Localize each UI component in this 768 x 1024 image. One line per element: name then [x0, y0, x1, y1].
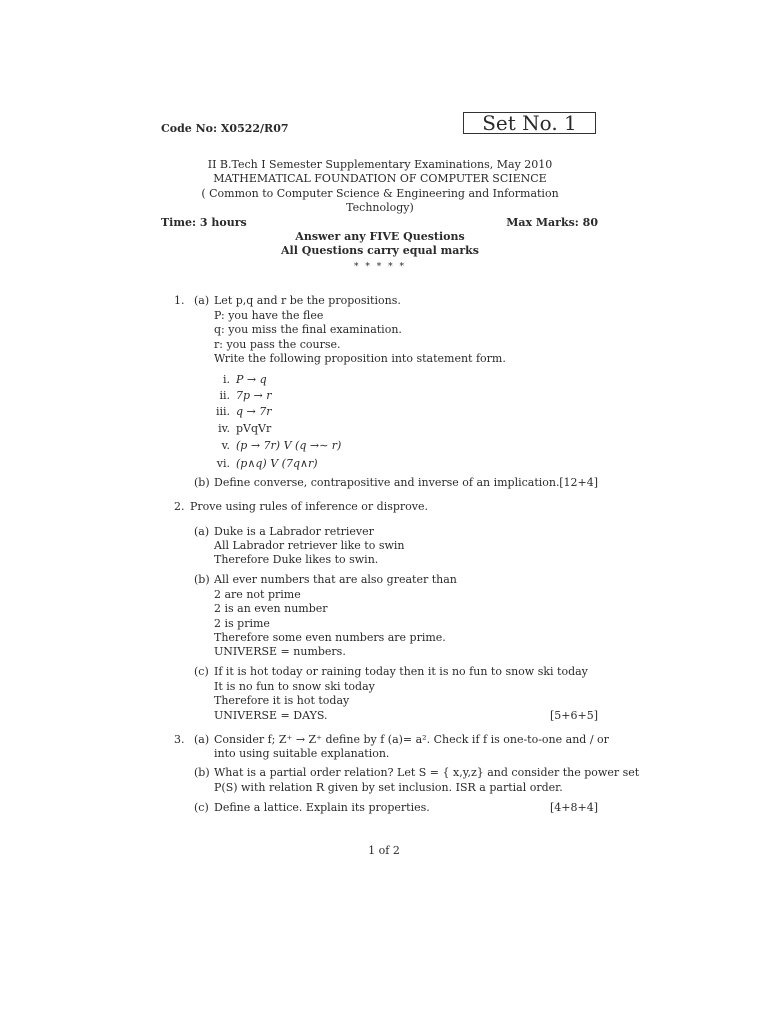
q2b-line: 2 is an even number [214, 602, 328, 615]
q2b-line: 2 are not prime [214, 588, 301, 601]
q1-item-text: P → q [236, 373, 267, 386]
q1b-label: (b) [194, 476, 210, 489]
q1-marks: [12+4] [559, 476, 598, 489]
subject-title: MATHEMATICAL FOUNDATION OF COMPUTER SCIENCE [213, 172, 547, 185]
q2c-line: Therefore it is hot today [214, 694, 350, 707]
q2b-line: Therefore some even numbers are prime. [214, 631, 446, 644]
q2c-label: (c) [194, 665, 209, 678]
instruction-equal-marks: All Questions carry equal marks [281, 244, 479, 257]
q2-intro: Prove using rules of inference or disprove. [190, 500, 429, 513]
max-marks: Max Marks: 80 [506, 216, 598, 229]
page-number: 1 of 2 [368, 844, 400, 857]
q2b-line: All ever numbers that are also greater than [214, 573, 457, 586]
q1a-line: P: you have the flee [214, 309, 324, 322]
q2c-line: UNIVERSE = DAYS. [214, 709, 328, 722]
q1a-line: Write the following proposition into statement form. [214, 352, 506, 365]
q3a-line: Consider f; Z⁺ → Z⁺ define by f (a)= a². Check if f is one-to-one and / or [214, 733, 609, 746]
q2b-label: (b) [194, 573, 210, 586]
q2c-line: It is no fun to snow ski today [214, 680, 375, 693]
q1a-label: (a) [194, 294, 210, 307]
instruction-answer: Answer any FIVE Questions [295, 230, 465, 243]
q1-item-text: 7p → r [236, 389, 272, 402]
code-number: Code No: X0522/R07 [161, 122, 289, 135]
time-allowed: Time: 3 hours [161, 216, 247, 229]
common-line-1: ( Common to Computer Science & Engineering and Information [201, 187, 559, 200]
q1-item-text: (p → 7r) V (q →∼ r) [236, 439, 342, 452]
q2a-line: All Labrador retriever like to swin [214, 539, 405, 552]
q2a-line: Duke is a Labrador retriever [214, 525, 374, 538]
q1-item-text: q → 7r [236, 405, 272, 418]
q1-item-label: iii. [215, 405, 230, 418]
q1-item-label: vi. [216, 457, 230, 470]
common-line-2: Technology) [346, 201, 414, 214]
q2-number: 2. [174, 500, 185, 513]
q2a-line: Therefore Duke likes to swin. [214, 553, 379, 566]
q3b-label: (b) [194, 766, 210, 779]
q1a-line: Let p,q and r be the propositions. [214, 294, 401, 307]
q1-item-label: iv. [218, 422, 230, 435]
q2a-label: (a) [194, 525, 210, 538]
q3b-line: What is a partial order relation? Let S = { x,y,z} and consider the power set [214, 766, 640, 779]
q3a-label: (a) [194, 733, 210, 746]
q1-item-label: ii. [219, 389, 230, 402]
q1a-line: q: you miss the final examination. [214, 323, 402, 336]
q2-marks: [5+6+5] [549, 709, 598, 722]
q3a-line: into using suitable explanation. [214, 747, 390, 760]
q1a-line: r: you pass the course. [214, 338, 341, 351]
q2c-line: If it is hot today or raining today then it is no fun to snow ski today [214, 665, 588, 678]
q2b-line: 2 is prime [214, 617, 270, 630]
q3c-text: Define a lattice. Explain its properties. [214, 801, 430, 814]
q1-number: 1. [174, 294, 185, 307]
q1-item-text: pVqVr [236, 422, 272, 435]
exam-line: II B.Tech I Semester Supplementary Examinations, May 2010 [207, 158, 553, 171]
set-number-box: Set No. 1 [463, 112, 596, 134]
q1-item-label: v. [221, 439, 230, 452]
q2b-line: UNIVERSE = numbers. [214, 645, 346, 658]
stars-divider: * * * * * [354, 262, 406, 272]
q1-item-text: (p∧q) V (7q∧r) [236, 457, 318, 470]
q1b-text: Define converse, contrapositive and inverse of an implication. [214, 476, 560, 489]
q3c-label: (c) [194, 801, 209, 814]
q3-marks: [4+8+4] [549, 801, 598, 814]
q1-item-label: i. [222, 373, 230, 386]
q3b-line: P(S) with relation R given by set inclusion. ISR a partial order. [214, 781, 563, 794]
q3-number: 3. [174, 733, 185, 746]
